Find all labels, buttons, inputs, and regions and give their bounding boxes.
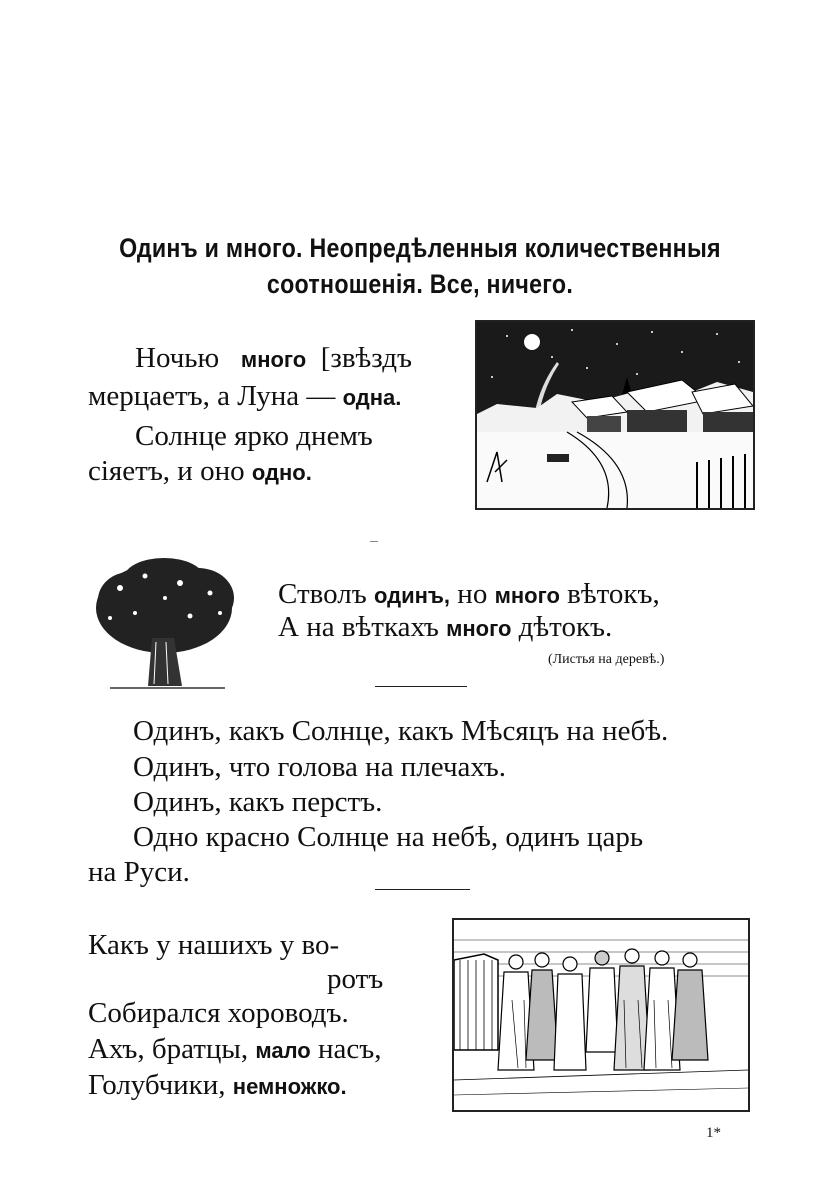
verse1-line1: Ночью много [звѣздъ	[135, 342, 412, 374]
page-title	[110, 230, 729, 302]
tree-illustration	[90, 558, 238, 693]
round-dance-illustration	[452, 918, 750, 1112]
verse1-line2: мерцаетъ, а Луна — одна.	[88, 380, 402, 412]
verse1-line4: сіяетъ, и оно одно.	[88, 455, 312, 487]
page-number: 1*	[706, 1125, 721, 1141]
song-line5: Голубчики, немножко.	[88, 1069, 347, 1101]
saying-line3: Одинъ, какъ перстъ.	[133, 786, 383, 818]
saying-line5: на Руси.	[88, 856, 190, 888]
song-line2: ротъ	[327, 963, 384, 995]
khorovod-drawing	[454, 920, 748, 1110]
riddle-line2: А на вѣткахъ много дѣтокъ.	[278, 611, 613, 643]
oak-tree-drawing	[90, 558, 238, 693]
divider-mark	[370, 541, 378, 542]
saying-line1: Одинъ, какъ Солнце, какъ Мѣсяцъ на небѣ.	[133, 715, 669, 747]
verse1-line3: Солнце ярко днемъ	[135, 420, 373, 452]
saying-line2: Одинъ, что голова на плечахъ.	[133, 751, 507, 783]
saying-line4: Одно красно Солнце на небѣ, одинъ царь	[133, 821, 644, 853]
song-line1: Какъ у нашихъ у во-	[88, 929, 340, 961]
night-village-drawing	[477, 322, 753, 508]
riddle-answer: (Листья на деревѣ.)	[548, 652, 665, 667]
title-line-1: Одинъ и много. Неопредѣленныя количественныя	[119, 233, 721, 263]
moon-icon	[524, 334, 540, 350]
divider-1	[375, 686, 467, 687]
riddle-line1: Стволъ одинъ, но много вѣтокъ,	[278, 578, 660, 610]
song-line3: Собирался хороводъ.	[88, 997, 349, 1029]
song-line4: Ахъ, братцы, мало насъ,	[88, 1033, 382, 1065]
title-line-2: соотношенія. Все, ничего.	[266, 269, 574, 299]
night-village-illustration	[475, 320, 755, 510]
divider-2	[375, 889, 470, 890]
